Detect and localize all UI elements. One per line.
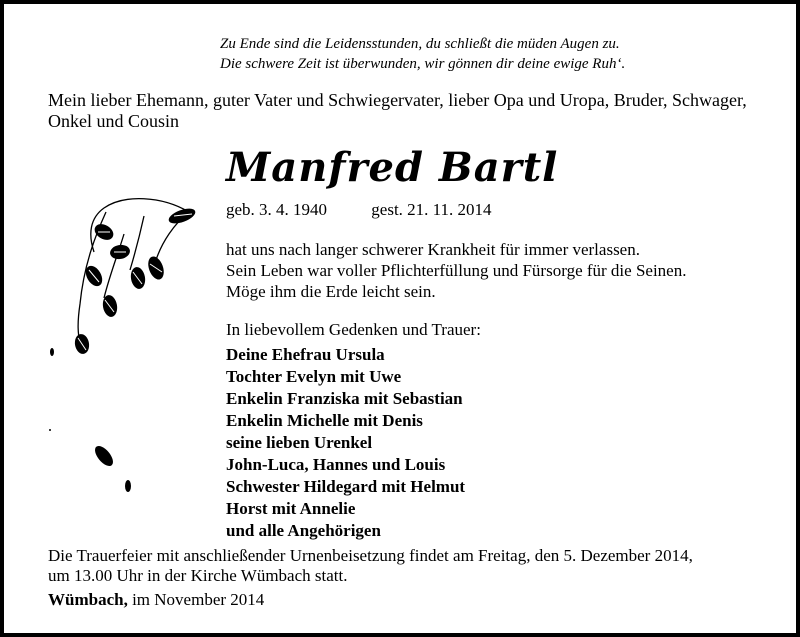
mourner: Enkelin Franziska mit Sebastian bbox=[226, 389, 463, 408]
obituary-notice bbox=[4, 4, 796, 633]
text-line: Sein Leben war voller Pflichterfüllung und Fürsorge für die Seinen. bbox=[226, 261, 687, 280]
birch-branch-illustration bbox=[44, 194, 204, 504]
mourning-intro: In liebevollem Gedenken und Trauer: bbox=[226, 320, 481, 339]
obituary-text bbox=[226, 239, 686, 302]
intro-text: Mein lieber Ehemann, guter Vater und Schwiegervater, lieber Opa und Uropa, Bruder, Schwager, Onkel und Cousin bbox=[48, 90, 747, 131]
memorial-verse bbox=[220, 34, 740, 74]
mourner: Deine Ehefrau Ursula bbox=[226, 345, 385, 364]
mourner: Schwester Hildegard mit Helmut bbox=[226, 477, 466, 496]
place-and-date bbox=[48, 590, 264, 610]
birth-date: geb. 3. 4. 1940 bbox=[226, 200, 328, 219]
service-line: Die Trauerfeier mit anschließender Urnenbeisetzung findet am Freitag, den 5. Dezember 2014, bbox=[48, 546, 693, 565]
death-date: gest. 21. 11. 2014 bbox=[371, 200, 492, 219]
place-date: im November 2014 bbox=[127, 590, 265, 609]
mourner: Enkelin Michelle mit Denis bbox=[226, 411, 423, 430]
mourner: John-Luca, Hannes und Louis bbox=[226, 455, 446, 474]
text-line: Möge ihm die Erde leicht sein. bbox=[226, 282, 436, 301]
funeral-service-info bbox=[48, 546, 693, 586]
mourner: Horst mit Annelie bbox=[226, 499, 356, 518]
service-line: um 13.00 Uhr in der Kirche Wümbach statt. bbox=[48, 566, 348, 585]
verse-line: Zu Ende sind die Leidensstunden, du schließt die müden Augen zu. bbox=[220, 36, 620, 52]
place-name: Wümbach, bbox=[48, 590, 128, 609]
text-line: hat uns nach langer schwerer Krankheit für immer verlassen. bbox=[226, 240, 640, 259]
mourner: seine lieben Urenkel bbox=[226, 433, 373, 452]
mourner: Tochter Evelyn mit Uwe bbox=[226, 367, 402, 386]
mourners-list bbox=[226, 344, 465, 542]
life-dates bbox=[226, 200, 492, 220]
mourner: und alle Angehörigen bbox=[226, 521, 381, 540]
verse-line: Die schwere Zeit ist überwunden, wir gönnen dir deine ewige Ruh‘. bbox=[220, 56, 626, 72]
deceased-name: Manfred Bartl bbox=[226, 144, 559, 191]
